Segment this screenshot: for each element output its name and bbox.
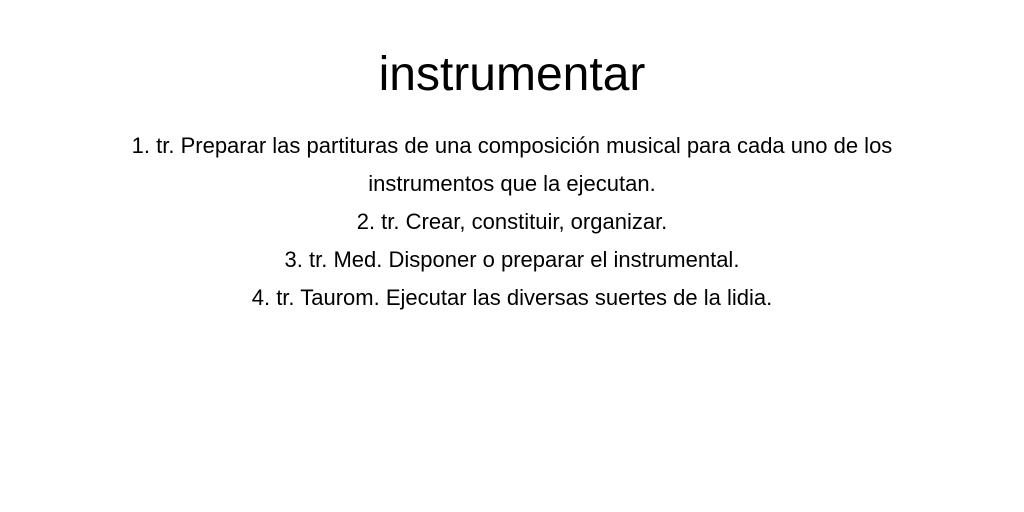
definition-item: 4. tr. Taurom. Ejecutar las diversas suertes de la lidia.	[251, 285, 773, 310]
definition-item: 1. tr. Preparar las partituras de una composición musical para cada uno de los instrumentos que la ejecutan.	[131, 133, 893, 196]
entry-word: instrumentar	[378, 48, 646, 101]
definition-item: 2. tr. Crear, constituir, organizar.	[356, 209, 668, 234]
definition-item: 3. tr. Med. Disponer o preparar el instrumental.	[284, 247, 740, 272]
definition-list	[70, 127, 954, 317]
